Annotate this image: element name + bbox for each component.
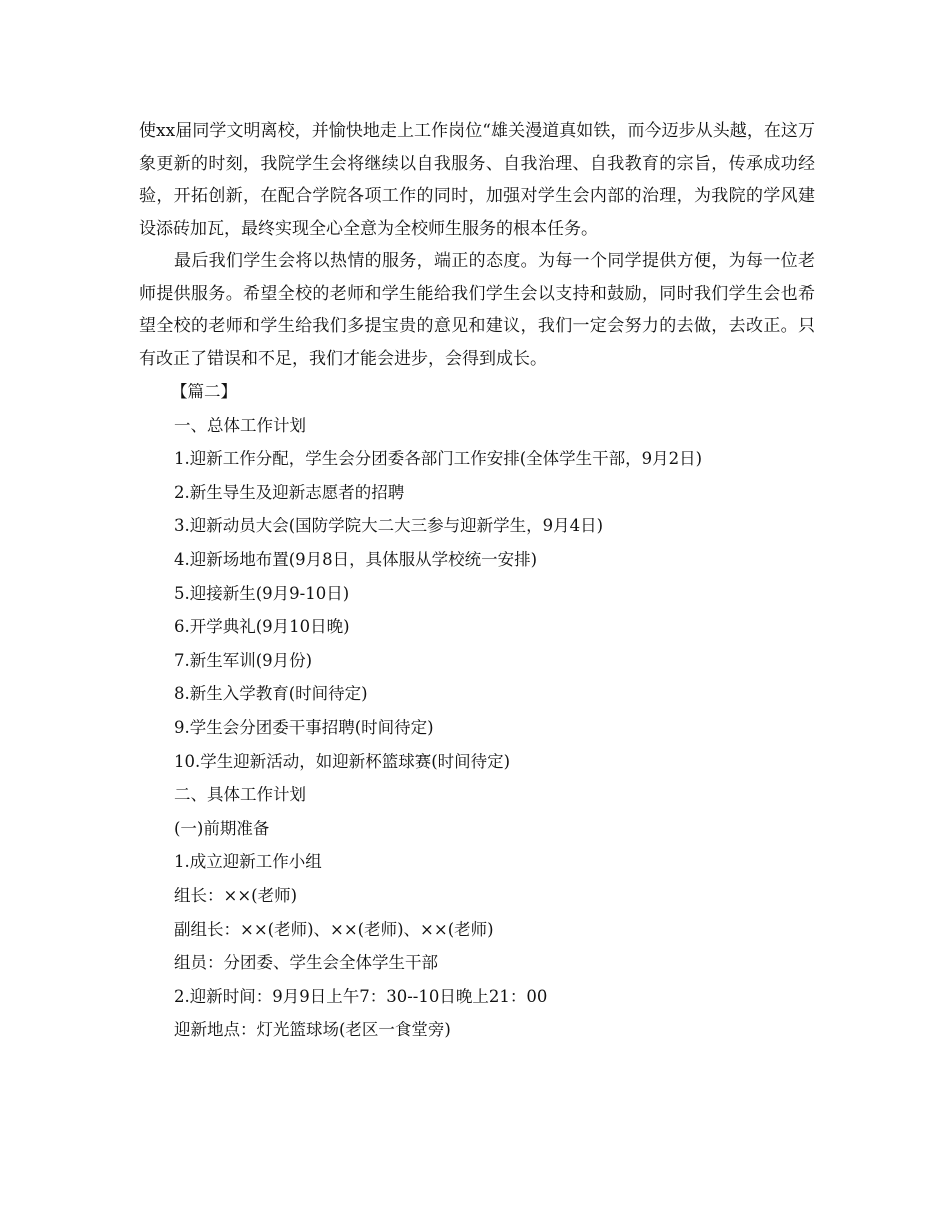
document-body [139, 115, 815, 1047]
paragraph-2: 最后我们学生会将以热情的服务，端正的态度。为每一个同学提供方便，为每一位老师提供服务。希望全校的老师和学生能给我们学生会以支持和鼓励，同时我们学生会也希望全校的老师和学生给我们多提宝贵的意见和建议，我们一定会努力的去做，去改正。只有改正了错误和不足，我们才能会进步，会得到成长。 [139, 251, 815, 369]
heading-specific-plan: 二、具体工作计划 [174, 785, 306, 805]
list-item: 组长：××(老师) [174, 885, 298, 905]
list-item: 2.迎新时间：9月9日上午7：30--10日晚上21：00 [174, 986, 548, 1006]
list-item: 9.学生会分团委干事招聘(时间待定) [174, 717, 434, 737]
list-item: 1.迎新工作分配，学生会分团委各部门工作安排(全体学生干部，9月2日) [174, 449, 703, 469]
list-item: 7.新生军训(9月份) [174, 650, 313, 670]
list-item: 1.成立迎新工作小组 [174, 852, 322, 872]
list-item: 6.开学典礼(9月10日晚) [174, 617, 350, 637]
list-item: 8.新生入学教育(时间待定) [174, 684, 368, 704]
heading-overall-plan: 一、总体工作计划 [174, 415, 306, 435]
list-item: 4.迎新场地布置(9月8日，具体服从学校统一安排) [174, 549, 538, 569]
list-item: 2.新生导生及迎新志愿者的招聘 [174, 482, 405, 502]
list-item: 5.迎接新生(9月9-10日) [174, 583, 350, 603]
list-item: 组员：分团委、学生会全体学生干部 [174, 953, 438, 973]
list-item: 10.学生迎新活动，如迎新杯篮球赛(时间待定) [174, 751, 511, 771]
plan-lines [139, 375, 815, 1047]
list-item: 迎新地点：灯光篮球场(老区一食堂旁) [174, 1020, 451, 1040]
list-item: 副组长：××(老师)、××(老师)、××(老师) [174, 919, 494, 939]
subheading-preparation: (一)前期准备 [174, 818, 270, 838]
list-item: 3.迎新动员大会(国防学院大二大三参与迎新学生，9月4日) [174, 516, 604, 536]
section-heading-part-two: 【篇二】 [171, 382, 237, 401]
paragraph-1: 使xx届同学文明离校，并愉快地走上工作岗位“雄关漫道真如铁，而今迈步从头越，在这万象更新的时刻，我院学生会将继续以自我服务、自我治理、自我教育的宗旨，传承成功经验，开拓创新，在配合学院各项工作的同时，加强对学生会内部的治理，为我院的学风建设添砖加瓦，最终实现全心全意为全校师生服务的根本任务。 [139, 121, 815, 239]
